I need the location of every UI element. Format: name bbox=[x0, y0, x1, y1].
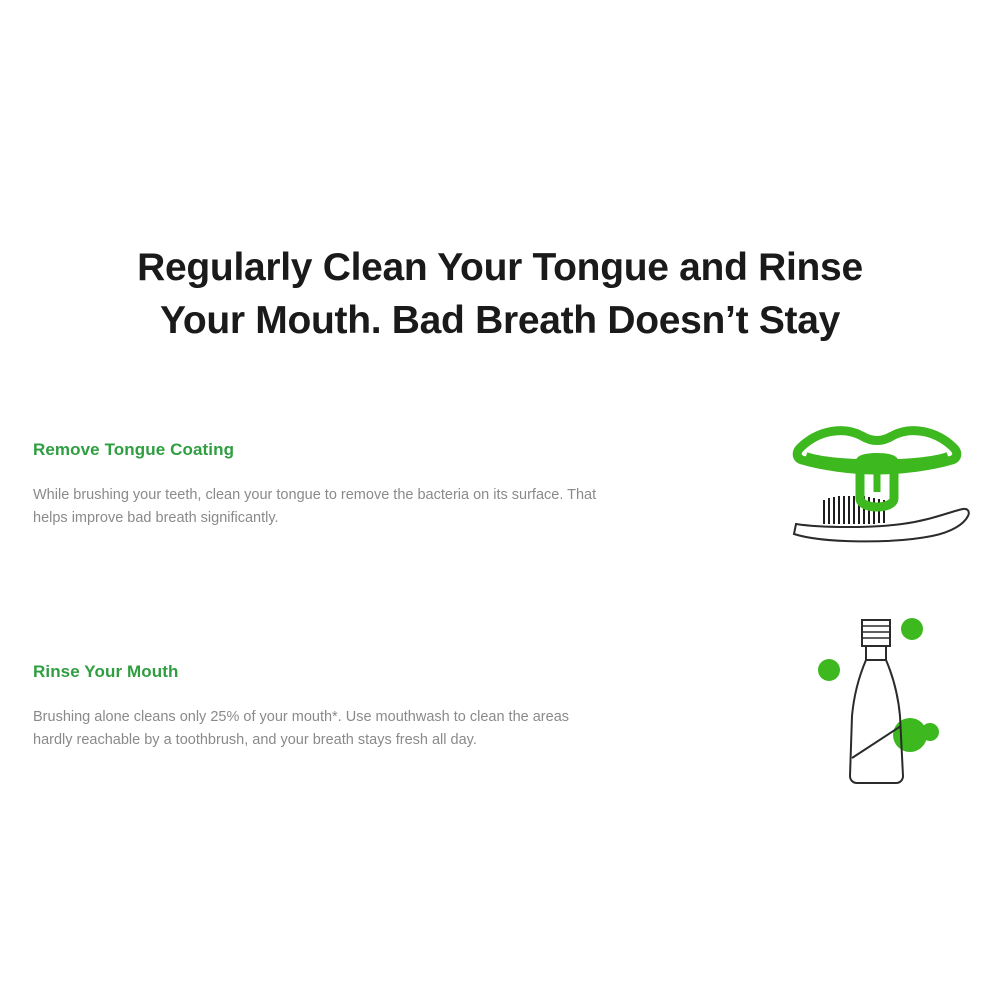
toothbrush-tongue-icon bbox=[782, 412, 982, 562]
bubble-left bbox=[818, 659, 840, 681]
page-title-line-1: Regularly Clean Your Tongue and Rinse bbox=[137, 246, 863, 290]
section-body: Brushing alone cleans only 25% of your mouth*. Use mouthwash to clean the areas hardly reachable by a toothbrush, and your breath stays fresh all day. bbox=[33, 709, 570, 748]
bottle-neck bbox=[866, 646, 886, 660]
section-remove-tongue-coating bbox=[33, 440, 633, 530]
bottle-body bbox=[850, 660, 903, 783]
mouthwash-bottle-icon bbox=[800, 608, 980, 808]
toothbrush-handle bbox=[794, 509, 969, 542]
page-title bbox=[0, 241, 1000, 347]
section-body: While brushing your teeth, clean your tongue to remove the bacteria on its surface. That helps improve bad breath significantly. bbox=[33, 487, 597, 526]
bubble-top-right bbox=[901, 618, 923, 640]
bottle-cap bbox=[862, 620, 890, 646]
section-rinse-your-mouth bbox=[33, 662, 633, 752]
bubble-small-right bbox=[921, 723, 939, 741]
section-title: Remove Tongue Coating bbox=[33, 440, 235, 459]
bottle-label-line bbox=[852, 726, 901, 758]
page-title-line-2: Your Mouth. Bad Breath Doesn’t Stay bbox=[160, 299, 840, 343]
section-title: Rinse Your Mouth bbox=[33, 662, 179, 681]
